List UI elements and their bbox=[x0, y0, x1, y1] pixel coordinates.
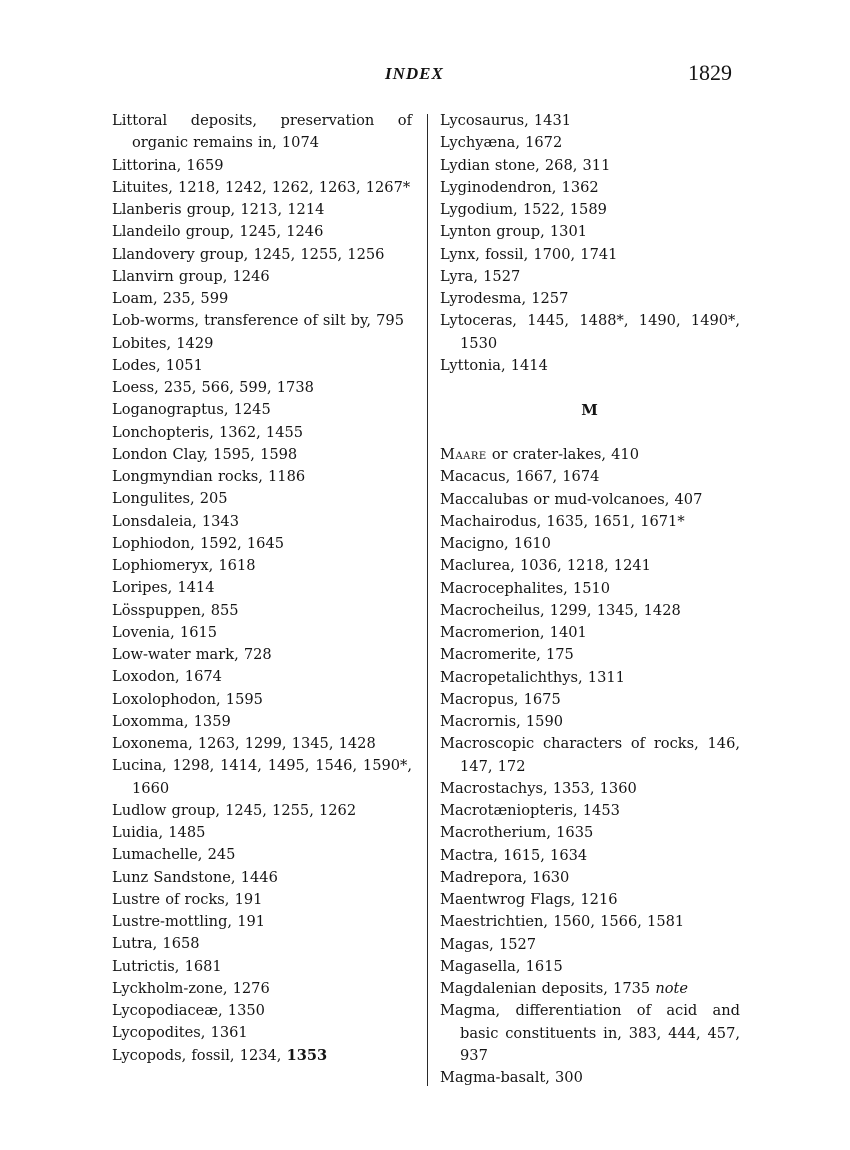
running-head: INDEX bbox=[385, 64, 444, 83]
index-entry: Maccalubas or mud-volcanoes, 407 bbox=[440, 490, 703, 508]
index-entry: Macrornis, 1590 bbox=[440, 713, 564, 730]
index-entry bbox=[112, 1045, 412, 1067]
index-entry: Loganograptus, 1245 bbox=[112, 401, 271, 419]
index-entry: Loxonema, 1263, 1299, 1345, 1428 bbox=[112, 735, 376, 752]
index-column-left bbox=[112, 110, 412, 1067]
index-entry: London Clay, 1595, 1598 bbox=[112, 445, 298, 463]
index-entry: Loam, 235, 599 bbox=[112, 290, 229, 307]
index-entry: Lydian stone, 268, 311 bbox=[440, 156, 611, 174]
index-entry: Macacus, 1667, 1674 bbox=[440, 468, 600, 486]
index-entry: Macrostachys, 1353, 1360 bbox=[440, 779, 637, 797]
index-entries-right-top bbox=[440, 110, 740, 377]
index-entry: Lyrodesma, 1257 bbox=[440, 290, 569, 307]
index-entry: Lychyæna, 1672 bbox=[440, 134, 563, 152]
index-entry: Littoral deposits, preservation of organic remains in, 1074 bbox=[112, 112, 412, 152]
index-entry: Lyra, 1527 bbox=[440, 267, 521, 285]
index-entry: Llanberis group, 1213, 1214 bbox=[112, 201, 325, 218]
index-entry: Macrotæniopteris, 1453 bbox=[440, 802, 620, 819]
index-entry: Lucina, 1298, 1414, 1495, 1546, 1590*, 1660 bbox=[112, 757, 412, 797]
page-header bbox=[0, 58, 850, 92]
index-entry: Maentwrog Flags, 1216 bbox=[440, 891, 618, 908]
index-entry: Lycopodiaceæ, 1350 bbox=[112, 1002, 265, 1019]
index-entry: Luidia, 1485 bbox=[112, 824, 206, 841]
index-entry: Lobites, 1429 bbox=[112, 334, 214, 352]
index-entry: Magasella, 1615 bbox=[440, 957, 563, 975]
section-letter-heading: M bbox=[581, 401, 599, 419]
index-entry: Loxomma, 1359 bbox=[112, 712, 231, 730]
index-entry: Longulites, 205 bbox=[112, 490, 228, 508]
index-entry: Macroscopic characters of rocks, 146, 147, 172 bbox=[440, 735, 740, 775]
index-entry: Macrocheilus, 1299, 1345, 1428 bbox=[440, 601, 681, 619]
index-entry: Lytoceras, 1445, 1488*, 1490, 1490*, 1530 bbox=[440, 312, 740, 352]
index-entry: Macigno, 1610 bbox=[440, 535, 551, 552]
index-entry: Lustre-mottling, 191 bbox=[112, 913, 266, 930]
entry-note-italic: note bbox=[655, 980, 688, 997]
index-entry: Loripes, 1414 bbox=[112, 579, 215, 597]
index-entry: Longmyndian rocks, 1186 bbox=[112, 468, 306, 485]
index-entry: Maestrichtien, 1560, 1566, 1581 bbox=[440, 913, 685, 931]
index-entry: Loxodon, 1674 bbox=[112, 668, 222, 686]
index-entry: Loxolophodon, 1595 bbox=[112, 690, 263, 708]
index-entry: Macromerion, 1401 bbox=[440, 624, 587, 641]
index-entry: Lonsdaleia, 1343 bbox=[112, 512, 239, 530]
index-entry: Lob-worms, transference of silt by, 795 bbox=[112, 312, 404, 330]
index-entry: Llandeilo group, 1245, 1246 bbox=[112, 223, 324, 241]
index-entry: Lynton group, 1301 bbox=[440, 223, 588, 241]
index-entry: Low-water mark, 728 bbox=[112, 646, 272, 663]
index-entry: Lynx, fossil, 1700, 1741 bbox=[440, 245, 618, 263]
index-entry: Ludlow group, 1245, 1255, 1262 bbox=[112, 801, 357, 819]
index-entry: Lophiomeryx, 1618 bbox=[112, 557, 256, 574]
index-entry: Lovenia, 1615 bbox=[112, 623, 218, 641]
index-entries-right-bottom bbox=[440, 466, 740, 978]
index-entry: Lonchopteris, 1362, 1455 bbox=[112, 423, 304, 441]
index-entry: Lumachelle, 245 bbox=[112, 846, 236, 864]
index-entry: Magma, differentiation of acid and basic constituents in, 383, 444, 457, 937 bbox=[440, 1002, 740, 1064]
index-entry: Lycopodites, 1361 bbox=[112, 1024, 248, 1042]
entry-bold-reference: 1353 bbox=[286, 1046, 328, 1064]
entry-headword-small-caps: Maare bbox=[440, 446, 487, 463]
index-entry: Lyginodendron, 1362 bbox=[440, 178, 599, 196]
index-entry: Lutra, 1658 bbox=[112, 935, 200, 953]
index-entry: Lunz Sandstone, 1446 bbox=[112, 868, 278, 886]
index-entry: Llandovery group, 1245, 1255, 1256 bbox=[112, 245, 385, 263]
column-divider bbox=[427, 114, 428, 1086]
index-entry: Magas, 1527 bbox=[440, 935, 537, 953]
index-entry: Llanvirn group, 1246 bbox=[112, 267, 270, 285]
index-column-right bbox=[440, 110, 740, 1089]
index-entry: Lösspuppen, 855 bbox=[112, 601, 239, 619]
entry-text: Lycopods, fossil, 1234, bbox=[112, 1046, 287, 1064]
index-entry: Lycosaurus, 1431 bbox=[440, 112, 572, 129]
entry-text: Magdalenian deposits, 1735 bbox=[440, 980, 656, 997]
index-entry: Loess, 235, 566, 599, 1738 bbox=[112, 379, 314, 396]
index-entry bbox=[440, 978, 740, 1000]
index-entries-right-end bbox=[440, 1000, 740, 1089]
index-entry: Madrepora, 1630 bbox=[440, 868, 570, 886]
index-entry: Macropetalichthys, 1311 bbox=[440, 668, 625, 686]
index-entry: Macrotherium, 1635 bbox=[440, 824, 594, 842]
index-entry bbox=[440, 444, 740, 466]
index-entry: Magma-basalt, 300 bbox=[440, 1069, 583, 1086]
index-entries-left bbox=[112, 110, 412, 1045]
index-entry: Machairodus, 1635, 1651, 1671* bbox=[440, 512, 685, 530]
index-entry: Macromerite, 175 bbox=[440, 646, 574, 664]
index-entry: Lustre of rocks, 191 bbox=[112, 890, 263, 908]
index-entry: Lyckholm-zone, 1276 bbox=[112, 979, 270, 997]
index-entry: Maclurea, 1036, 1218, 1241 bbox=[440, 557, 651, 575]
index-entry: Macropus, 1675 bbox=[440, 690, 561, 708]
index-entry: Mactra, 1615, 1634 bbox=[440, 846, 588, 864]
index-entry: Lodes, 1051 bbox=[112, 356, 203, 374]
index-entry: Lygodium, 1522, 1589 bbox=[440, 201, 607, 218]
index-entry: Lophiodon, 1592, 1645 bbox=[112, 534, 285, 552]
index-entry: Lutrictis, 1681 bbox=[112, 957, 222, 975]
index-entry: Lyttonia, 1414 bbox=[440, 356, 548, 374]
index-entry: Littorina, 1659 bbox=[112, 156, 224, 174]
index-entry: Macrocephalites, 1510 bbox=[440, 579, 611, 597]
index-entry: Lituites, 1218, 1242, 1262, 1263, 1267* bbox=[112, 178, 411, 196]
entry-text: or crater-lakes, 410 bbox=[486, 446, 639, 463]
page-number: 1829 bbox=[688, 60, 732, 85]
